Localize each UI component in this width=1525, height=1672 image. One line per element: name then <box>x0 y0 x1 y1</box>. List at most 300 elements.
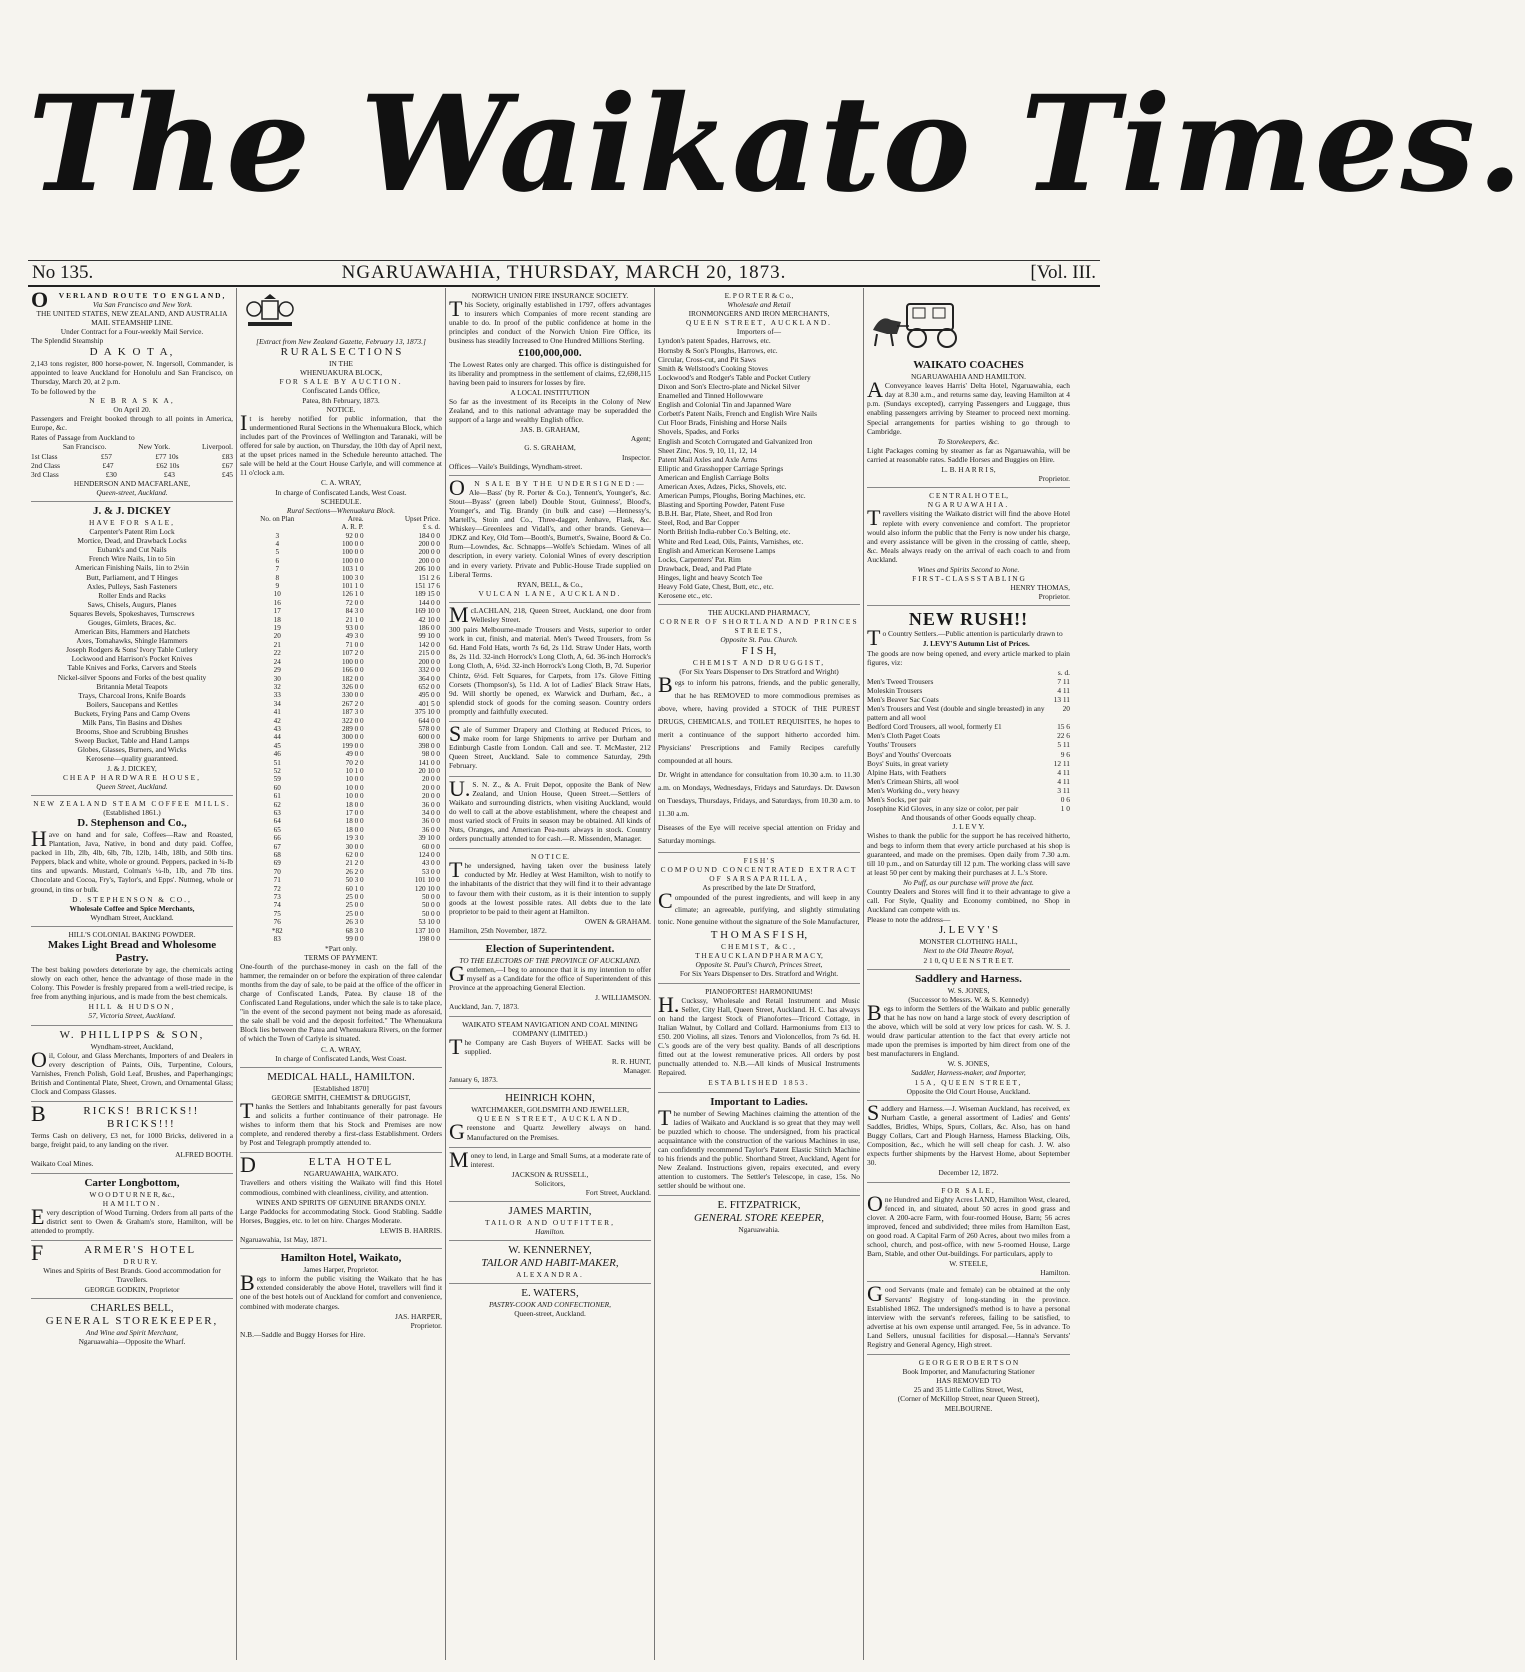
ad-text: To be followed by the <box>31 386 96 396</box>
table-cell: 6 <box>275 556 280 565</box>
table-row <box>240 574 442 582</box>
ad-text: In charge of Confiscated Lands, West Coast. <box>275 487 407 497</box>
list-item: Buckets, Frying Pans and Camp Ovens <box>74 708 190 718</box>
table-row <box>240 767 442 775</box>
ad-body: Greenstone and Quartz Jewellery always on hand. Manufactured on the Premises. <box>449 1119 651 1145</box>
ad-text: For Six Years Dispenser to Drs. Stratford and Wright. <box>679 969 839 979</box>
table-cell: 166 0 0 <box>342 666 364 675</box>
ad-text: IRONMONGERS AND IRON MERCHANTS, <box>688 309 830 319</box>
ad-heading: HEINRICH KOHN, <box>505 1092 595 1105</box>
table-cell: 69 <box>273 859 281 868</box>
price-item: Moleskin Trousers <box>867 685 923 695</box>
table-units-row <box>240 523 442 531</box>
ad-text: NGARUAWAHIA AND HAMILTON. <box>911 372 1026 382</box>
list-item: Heavy Fold Gate, Chest, Butt, etc., etc. <box>658 582 774 591</box>
ad-heading: E. P O R T E R & C o., <box>724 291 794 300</box>
ad-text: Waikato Coal Mines. <box>31 1159 94 1169</box>
ad-firm: D. Stephenson and Co., <box>77 816 187 829</box>
ad-signature: G. S. GRAHAM, <box>524 443 576 453</box>
price-row <box>867 686 1070 695</box>
ad-text: NGARUAWAHIA. <box>927 500 1010 510</box>
table-cell: 200 0 0 <box>418 556 440 565</box>
ad-signature: ALFRED BOOTH. <box>175 1150 233 1160</box>
table-cell: 74 <box>273 901 281 910</box>
ad-text: COMPOUND CONCENTRATED EXTRACT OF SARSAPARILLA, <box>660 864 858 883</box>
ad-body: Saddlery and Harness.—J. Wiseman Auckland, has received, ex Nurham Castle, a general assortment of Ladies' and Gents' Saddles, Bridles, Whips, Spurs, Collars, &c. Also, has on hand Buggy Collars, Cart and Plough Harness, Harness Blacking, Oils, Composition, &c., which he will sell cheap for cash. J. W. also expects further shipments by the Harvest Home, about September 30. <box>867 1099 1070 1168</box>
table-cell: 495 0 0 <box>418 691 440 700</box>
list-item: Locks, Carpenters' Pat. Rim <box>658 554 741 564</box>
ad-body: Good Servants (male and female) can be obtained at the only Servants' Registry of long-standing in the province. Established 1862. The undersigned's method is to have a personal interview with the servant's referees, failing to be satisfied, to advertise at his own expense until arranged. Fee, 5s in advance. To Land Sellers, unusual facilities for disposal.—Hanna's Servants' Registry and General Agency, High street. <box>867 1281 1070 1349</box>
table-cell: 75 <box>273 909 281 918</box>
table-header-row <box>240 515 442 523</box>
ad-text: Patea, 8th February, 1873. <box>302 395 380 405</box>
table-cell: 10 0 0 <box>345 775 364 784</box>
list-item: English and Scotch Corrugated and Galvanized Iron <box>658 436 813 446</box>
table-cell: 124 0 0 <box>418 851 440 860</box>
table-cell: 21 1 0 <box>345 615 364 624</box>
ad-text: Opposite the Old Court House, Auckland. <box>906 1086 1031 1096</box>
table-cell: 73 <box>273 893 281 902</box>
table-cell: 59 <box>273 775 281 784</box>
rate-cell: 1st Class <box>31 451 58 461</box>
rate-row <box>31 452 233 461</box>
newspaper-title: The Waikato Times. <box>28 67 1525 222</box>
money-ad <box>449 1148 651 1202</box>
list-item: Elliptic and Grasshopper Carriage Springs <box>658 463 784 473</box>
table-cell: 289 0 0 <box>342 724 364 733</box>
dickey-ad <box>31 502 233 796</box>
ad-heading: Carter Longbottom, <box>84 1176 180 1189</box>
table-row <box>240 851 442 859</box>
ad-signature: C. A. WRAY, <box>321 1044 361 1054</box>
schedule-heading: SCHEDULE. <box>320 496 362 506</box>
table-cell: 26 2 0 <box>345 867 364 876</box>
ad-text: As prescribed by the late Dr Stratford, <box>702 883 816 893</box>
table-cell: 83 <box>273 935 281 944</box>
ad-heading: W. PHILLIPPS & SON, <box>59 1028 205 1041</box>
table-cell: 30 0 0 <box>345 842 364 851</box>
schedule-rows <box>240 532 442 944</box>
table-cell: 5 <box>275 548 280 557</box>
table-cell: 43 0 0 <box>422 859 440 868</box>
table-row <box>240 565 442 573</box>
ad-address: Wyndham Street, Auckland. <box>90 912 174 922</box>
table-cell: 10 1 0 <box>345 766 364 775</box>
ad-text: WATCHMAKER, GOLDSMITH AND JEWELLER, <box>471 1105 629 1115</box>
ad-address: Queen Street, Auckland. <box>96 781 168 791</box>
ad-text: IN THE <box>329 359 353 369</box>
ad-signature: W. S. JONES, <box>947 1059 990 1069</box>
ad-text: And Wine and Spirit Merchant, <box>86 1328 178 1338</box>
ad-text: PASTRY-COOK AND CONFECTIONER, <box>488 1300 612 1310</box>
table-row <box>240 910 442 918</box>
table-cell: 10 <box>273 590 281 599</box>
bell-ad <box>31 1299 233 1350</box>
table-cell: 184 0 0 <box>418 531 440 540</box>
table-cell: 100 0 0 <box>342 657 364 666</box>
table-cell: 25 0 0 <box>345 909 364 918</box>
column-units: £ s. d. <box>422 523 440 532</box>
price-list <box>867 677 1070 813</box>
list-item: Milk Pans, Tin Basins and Dishes <box>82 718 182 728</box>
ad-text: NGARUAWAHIA, WAIKATO. <box>303 1169 399 1179</box>
ad-signature: OWEN & GRAHAM. <box>584 916 651 926</box>
ad-heading: C E N T R A L H O T E L, <box>929 491 1008 501</box>
table-cell: 21 2 0 <box>345 859 364 868</box>
price-row <box>867 759 1070 768</box>
table-cell: 151 17 6 <box>414 582 440 591</box>
list-item: Kerosene etc., etc. <box>658 591 713 601</box>
ad-text: D R U R Y. <box>123 1256 158 1266</box>
ad-text: [Extract from New Zealand Gazette, February 13, 1873.] <box>256 337 426 347</box>
table-row <box>240 775 442 783</box>
table-cell: 71 0 0 <box>345 640 364 649</box>
rate-cell: £45 <box>221 469 233 479</box>
table-cell: 49 3 0 <box>345 632 364 641</box>
price-item: Boys' and Youths' Overcoats <box>867 749 952 759</box>
ad-body: Oil, Colour, and Glass Merchants, Importers of and Dealers in every description of Paints, Oils, Turpentine, Colours, Varnishes, French Polish, Gold Leaf, Brushes, and Paperhangings; British and Continental Plate, Sheet, Crown, and Ornamental Glass; Clock and Compass Glasses. <box>31 1046 233 1097</box>
wiseman-ad <box>867 1101 1070 1183</box>
column-3 <box>446 288 655 1660</box>
ad-body: To Country Settlers.—Public attention is particularly drawn to <box>867 625 1063 651</box>
table-cell: 70 <box>273 867 281 876</box>
price-item: Men's Beaver Sac Coats <box>867 695 939 704</box>
table-cell: 578 0 0 <box>418 724 440 733</box>
ad-body: 2,143 tons register, 800 horse-power, N. Ingersoll, Commander, is appointed to leave Auckland for Honolulu and San Francisco, on Thursday, March 20, at 2 p.m. <box>31 358 233 386</box>
list-item: Butt, Parliament, and T Hinges <box>86 572 178 582</box>
ad-heading: E. FITZPATRICK, <box>717 1199 801 1212</box>
ad-body: So far as the investment of its Receipts in the Colony of New Zealand, and to this national advantage may be superadded the support of a large and wealthy English office. <box>449 396 651 425</box>
table-cell: 99 0 0 <box>345 935 364 944</box>
ad-body: U.S. N. Z., & A. Fruit Depot, opposite the Bank of New Zealand, and Union House, Queen Street.—Settlers of Waikato and surrounding districts, when visiting Auckland, would do well to call at the above establishment, where the cheapest and most varied stock of Fruits in season may be obtained. All kinds of Nuts, Oranges, and American Pea-nuts always in stock. Country orders punctually attended to for cash.—R. Missenden, Manager. <box>449 775 651 844</box>
ad-body: Wines and Spirits of Best Brands. Good accommodation for Travellers. <box>43 1266 221 1285</box>
ad-text: HAMILTON. <box>102 1198 162 1208</box>
table-cell: 19 3 0 <box>345 834 364 843</box>
list-item: Brooms, Shoe and Scrubbing Brushes <box>75 727 189 737</box>
table-row <box>240 809 442 817</box>
ship-name: D A K O T A, <box>89 345 175 358</box>
columns <box>28 288 1100 1660</box>
table-cell: 17 0 0 <box>345 809 364 817</box>
table-cell: 66 <box>273 834 281 843</box>
rate-cell: £47 <box>102 460 114 470</box>
ad-text: Under Contract for a Four-weekly Mail Service. <box>60 327 204 337</box>
ad-heading: WAIKATO COACHES <box>913 359 1024 372</box>
table-cell: 186 0 0 <box>418 624 440 633</box>
ad-signature: R. R. HUNT, <box>611 1056 651 1066</box>
table-cell: 141 0 0 <box>418 758 440 767</box>
ad-text: Opposite St. Paul's Church, Princes Street, <box>695 960 823 970</box>
table-cell: 8 <box>275 573 280 582</box>
baking-ad <box>31 927 233 1026</box>
table-cell: 84 3 0 <box>345 607 364 616</box>
ad-heading: F I S H, <box>741 644 777 657</box>
ad-text: Hamilton, 25th November, 1872. <box>449 925 547 935</box>
table-cell: 375 10 0 <box>414 708 440 717</box>
table-row <box>240 700 442 708</box>
ad-heading: G E O R G E R O B E R T S O N <box>918 1358 1019 1368</box>
ad-text: In charge of Confiscated Lands, West Coast. <box>275 1053 407 1063</box>
ad-heading: PIANOFORTES! HARMONIUMS! <box>705 986 813 996</box>
list-item: Blasting and Sporting Powder, Patent Fuse <box>658 500 785 510</box>
ad-heading: N O T I C E. <box>531 852 569 862</box>
price-value: 1 0 <box>1060 804 1070 814</box>
price-item: Youths' Trousers <box>867 740 917 750</box>
ad-signature: C. A. WRAY, <box>321 478 361 488</box>
price-row <box>867 731 1070 740</box>
kennerney-ad <box>449 1241 651 1284</box>
ad-heading: W. KENNERNEY, <box>508 1244 592 1257</box>
ad-heading: BRICKS! BRICKS!! BRICKS!!! <box>31 1101 200 1131</box>
ad-body: Begs to inform the public visiting the Waikato that he has extended considerably the above Hotel, travellers will find it one of the best hotels out of Auckland for comfort and convenience, combined with moderate charges. <box>240 1270 442 1311</box>
table-cell: 101 1 0 <box>342 582 364 591</box>
column-header: Upset Price. <box>404 514 440 523</box>
ad-text: W O O D T U R N E R, &c., <box>89 1189 175 1199</box>
ad-heading: R U R A L S E C T I O N S <box>280 346 402 359</box>
table-cell: 20 0 0 <box>422 775 440 784</box>
fitzpatrick-ad <box>658 1196 860 1238</box>
table-row <box>240 742 442 750</box>
ad-text: Proprietor. <box>1038 474 1070 484</box>
table-cell: 36 0 0 <box>422 817 440 826</box>
ad-text: Offices—Vaile's Buildings, Wyndham-street. <box>449 461 583 471</box>
ad-title: Makes Light Bread and Wholesome Pastry. <box>47 939 217 964</box>
price-item: Men's Cloth Paget Coats <box>867 731 940 741</box>
table-cell: 45 <box>273 741 281 750</box>
table-cell: 200 0 0 <box>418 540 440 548</box>
table-cell: 50 3 0 <box>345 876 364 885</box>
table-row <box>240 540 442 548</box>
rate-row <box>31 470 233 479</box>
table-cell: 63 <box>273 809 281 817</box>
table-cell: 25 0 0 <box>345 893 364 902</box>
ad-body: Travellers visiting the Waikato district will find the above Hotel replete with every convenience and comfort. The proprietor would also inform the public that the Ferry is now under his charge, and every assistance will be given in the crossing of cattle, sheep, &c. Meals always ready on the arrival of each coach to and from Auckland. <box>867 505 1070 564</box>
ad-text: HAS REMOVED TO <box>936 1376 1001 1386</box>
table-cell: 53 10 0 <box>418 918 440 927</box>
ad-text: Ngaruawahia. <box>738 1225 780 1235</box>
ad-heading: FOR SALE, <box>941 1185 996 1195</box>
list-item: B.B.H. Bar, Plate, Sheet, and Rod Iron <box>658 509 773 519</box>
ad-heading: DELTA HOTEL <box>240 1152 394 1178</box>
ad-heading: Hamilton Hotel, Waikato, <box>280 1252 402 1265</box>
ad-text: ESTABLISHED 1853. <box>708 1078 810 1088</box>
schedule-table <box>240 515 442 944</box>
table-row <box>240 725 442 733</box>
ad-heading: ON SALE BY THE UNDERSIGNED:— <box>449 474 646 500</box>
price-value: 13 11 <box>1053 695 1070 704</box>
ad-text: [Established 1870] <box>313 1083 369 1093</box>
price-value: 20 <box>1062 704 1070 714</box>
ad-address: Ngaruawahia—Opposite the Wharf. <box>78 1337 186 1347</box>
price-row <box>867 740 1070 749</box>
ad-text: The Splendid Steamship <box>31 336 104 346</box>
porter-ad <box>658 288 860 605</box>
ad-text: WHENUAKURA BLOCK, <box>299 368 383 378</box>
table-cell: 76 <box>273 918 281 927</box>
ad-text: Saddler, Harness-maker, and Importer, <box>911 1068 1026 1078</box>
ad-text: Proprietor. <box>410 1320 442 1330</box>
table-cell: 71 <box>273 876 281 885</box>
rate-cell: £62 10s <box>156 460 180 470</box>
list-item: Sheet Zinc, Nos. 9, 10, 11, 12, 14 <box>658 445 757 455</box>
list-item: American and English Carriage Bolts <box>658 472 769 482</box>
list-item: Squares Bevels, Spokeshaves, Turnscrews <box>69 608 195 618</box>
price-row <box>867 795 1070 804</box>
table-row <box>240 548 442 556</box>
table-cell: 50 0 0 <box>422 893 440 902</box>
ad-text: TAILOR AND HABIT-MAKER, <box>481 1257 619 1270</box>
table-cell: 151 2 6 <box>418 573 440 582</box>
ad-body: Have on hand and for sale, Coffees—Raw and Roasted, Plantation, Java, Native, in bond and duty paid. Coffee, packed in 1lb, 2lb, 4lb, 6lb, 7lb, 12lb, 14lb, 18lb, and 50lb tins. Peppers, black and white, whole or ground. Peppers, packed in ¼-lb tins and upwards. Mustard, Colman's ¼-lb, 1lb, and 7lb tins. Chocolate and Cocoa, Fry's, Taylor's, and Epps'. Nutmeg, whole or ground, in tins or bulk. <box>31 825 233 894</box>
list-item: Hornsby & Son's Ploughs, Harrows, etc. <box>658 345 778 355</box>
table-row <box>240 675 442 683</box>
ad-text: Solicitors, <box>534 1178 566 1188</box>
ad-text: Proprietor. <box>1038 592 1070 602</box>
list-item: Corbett's Patent Nails, French and English Wire Nails <box>658 409 817 419</box>
table-cell: 326 0 0 <box>342 682 364 691</box>
column-1 <box>28 288 237 1660</box>
rate-dest: New York. <box>138 442 171 452</box>
phillipps-ad <box>31 1026 233 1103</box>
ad-text: *Part only. <box>325 943 357 953</box>
ad-text: (Corner of McKillop Street, near Queen Street), <box>897 1394 1040 1404</box>
table-cell: 50 0 0 <box>422 901 440 910</box>
ad-body: It is hereby notified for public information, that the undermentioned Rural Sections in the Whenuakura Block, which includes part of the Provinces of Wellington and Taranaki, will be offered for sale by auction, on Thursday, the 10th day of April next, at the upset prices named in the Schedule hereunto attached. The sale will be held at the Court House Carlyle, and will commence at 11 o'clock a.m. <box>240 409 442 478</box>
wsn-ad <box>449 1017 651 1090</box>
pianos-ad <box>658 984 860 1093</box>
table-cell: 68 <box>273 851 281 860</box>
price-row <box>867 722 1070 731</box>
martin-ad <box>449 1202 651 1241</box>
table-row <box>240 759 442 767</box>
list-item: Nickel-silver Spoons and Forks of the best quality <box>57 672 207 682</box>
list-item: Mortice, Dead, and Drawback Locks <box>77 536 187 546</box>
rate-cell: £83 <box>221 451 233 461</box>
table-cell: 21 <box>273 640 281 649</box>
table-cell: 189 15 0 <box>414 590 440 599</box>
list-item: Joseph Rodgers & Sons' Ivory Table Cutlery <box>66 645 198 655</box>
ad-text: GENERAL STORE KEEPER, <box>693 1212 825 1225</box>
ad-signature: J. WILLIAMSON. <box>595 993 651 1003</box>
list-item: Britannia Metal Teapots <box>96 681 168 691</box>
table-cell: 93 0 0 <box>345 624 364 633</box>
ad-signature: JAS. B. GRAHAM, <box>520 425 580 435</box>
table-cell: 322 0 0 <box>342 716 364 725</box>
list-item: Hinges, light and heavy Scotch Tee <box>658 572 763 582</box>
table-cell: 29 <box>273 666 281 675</box>
ad-text: Via San Francisco and New York. <box>92 300 193 310</box>
ad-heading: NEW RUSH!! <box>908 609 1029 630</box>
ad-text: MELBOURNE. <box>944 1403 993 1413</box>
ad-text: Queen-street, Auckland. <box>514 1309 586 1319</box>
table-cell: 644 0 0 <box>418 716 440 725</box>
table-cell: 9 <box>275 582 280 591</box>
table-cell: 7 <box>275 565 280 574</box>
ad-text: Agent; <box>630 434 651 444</box>
ad-heading: Important to Ladies. <box>710 1095 808 1108</box>
table-row <box>240 817 442 825</box>
column-2 <box>237 288 446 1660</box>
ad-body: AConveyance leaves Harris' Delta Hotel, Ngaruawahia, each day at 8.30 a.m., and returns same day, leaving Hamilton at 4 p.m. (Sundays excepted), carrying Passengers and Luggage, thus enabling passengers arriving by Steamer to proceed next morning. Special arrangements for parties wishing to go through to Cambridge. <box>867 377 1070 436</box>
ad-heading: MEDICAL HALL, HAMILTON. <box>267 1070 415 1083</box>
list-item: Patent Mail Axles and Axle Arms <box>658 454 758 464</box>
table-cell: 24 <box>273 657 281 666</box>
price-row <box>867 768 1070 777</box>
table-cell: 20 0 0 <box>422 783 440 792</box>
table-cell: 18 0 0 <box>345 800 364 809</box>
table-cell: 70 2 0 <box>345 758 364 767</box>
new-rush-ad <box>867 606 1070 969</box>
price-row <box>867 677 1070 686</box>
hamilton-hotel-ad <box>240 1249 442 1343</box>
table-row <box>240 641 442 649</box>
table-cell: 92 0 0 <box>345 531 364 540</box>
table-cell: 68 3 0 <box>345 926 364 935</box>
table-row <box>240 649 442 657</box>
ad-body: The undersigned, having taken over the business lately conducted by Mr. Hedley at West Hamilton, wish to notify to the inhabitants of the district that they will find it to their advantage to favour them with their custom, as it is their intention to supply goods at the lowest possible rates. All debts due to the late proprietor to be paid to their agent at Hamilton. <box>449 857 651 916</box>
list-item: Drawback, Dead, and Pad Plate <box>658 563 752 573</box>
ad-signature: J. L E V Y ' S <box>938 924 999 937</box>
ad-text: GENERAL STOREKEEPER, <box>45 1315 219 1328</box>
ad-text: December 12, 1872. <box>938 1168 999 1178</box>
ad-text: Auckland, Jan. 7, 1873. <box>449 1002 519 1012</box>
rate-cell: £77 10s <box>155 451 179 461</box>
table-row <box>240 750 442 758</box>
table-cell: 20 10 0 <box>418 766 440 775</box>
table-cell: 300 0 0 <box>342 733 364 742</box>
dateline <box>28 260 1100 287</box>
price-row <box>867 704 1070 722</box>
ad-body: Dr. Wright in attendance for consultation from 10.30 a.m. to 11.30 a.m. on Mondays, Wednesdays, Fridays and Saturdays. Dr. Dawson on Tuesdays, Thursdays, Fridays, and Saturdays, from 10.30 a.m. to 11.30 a.m. <box>658 769 860 818</box>
masthead <box>28 30 1525 260</box>
table-cell: 100 0 0 <box>342 540 364 548</box>
ad-signature: JAS. HARPER, <box>394 1311 442 1321</box>
table-cell: 53 0 0 <box>422 867 440 876</box>
ad-title: J. LEVY'S Autumn List of Prices. <box>922 639 1030 649</box>
table-cell: 98 0 0 <box>422 750 440 759</box>
table-cell: 19 <box>273 624 281 633</box>
ad-body: Travellers and others visiting the Waikato will find this Hotel commodious, combined with cleanliness, civility, and attention. <box>240 1178 442 1197</box>
ad-text: Manager. <box>623 1066 651 1076</box>
ad-text: Ngaruawahia, 1st May, 1871. <box>240 1235 327 1245</box>
table-cell: 120 10 0 <box>414 884 440 893</box>
list-item: Globes, Glasses, Burners, and Wicks <box>77 745 187 755</box>
coaches-ad <box>867 356 1070 488</box>
ad-address: 2 1 0, Q U E E N S T R E E T. <box>923 955 1014 965</box>
list-item: Table Knives and Forks, Carvers and Steels <box>67 663 197 673</box>
fruit-depot-ad <box>449 777 651 850</box>
price-item: Men's Crimean Shirts, all wool <box>867 776 959 786</box>
column-header: Area. <box>347 514 364 523</box>
ad-heading: HILL'S COLONIAL BAKING POWDER. <box>68 929 196 939</box>
ad-text: Opposite St. Pau. Church. <box>720 635 798 645</box>
table-cell: 25 0 0 <box>345 901 364 910</box>
election-ad <box>449 940 651 1017</box>
table-cell: 62 0 0 <box>345 851 364 860</box>
ad-signature: L. B. H A R R I S, <box>941 465 996 475</box>
list-item: Enamelled and Tinned Hollowware <box>658 391 763 401</box>
bricks-ad <box>31 1102 233 1173</box>
column-units: A. R. P. <box>341 523 364 532</box>
list-item: Cut Floor Brads, Finishing and Horse Nails <box>658 418 787 428</box>
ad-heading: TERMS OF PAYMENT. <box>304 952 378 962</box>
pharmacy-ad <box>658 605 860 853</box>
rates-header <box>31 442 233 451</box>
list-item: Eubank's and Cut Nails <box>97 545 167 555</box>
ad-body: The best baking powders deteriorate by age, the chemicals acting slowly on each other, hence the advantage of those made in the Colony. This Powder is freshly prepared from a well-tried recipe, is free from anything injurious, and is made from the best chemicals. <box>31 965 233 1002</box>
ad-text: TO THE ELECTORS OF THE PROVINCE OF AUCKLAND. <box>459 956 641 965</box>
price-item: Josephine Kid Gloves, in any size or color, per pair <box>867 804 1019 814</box>
